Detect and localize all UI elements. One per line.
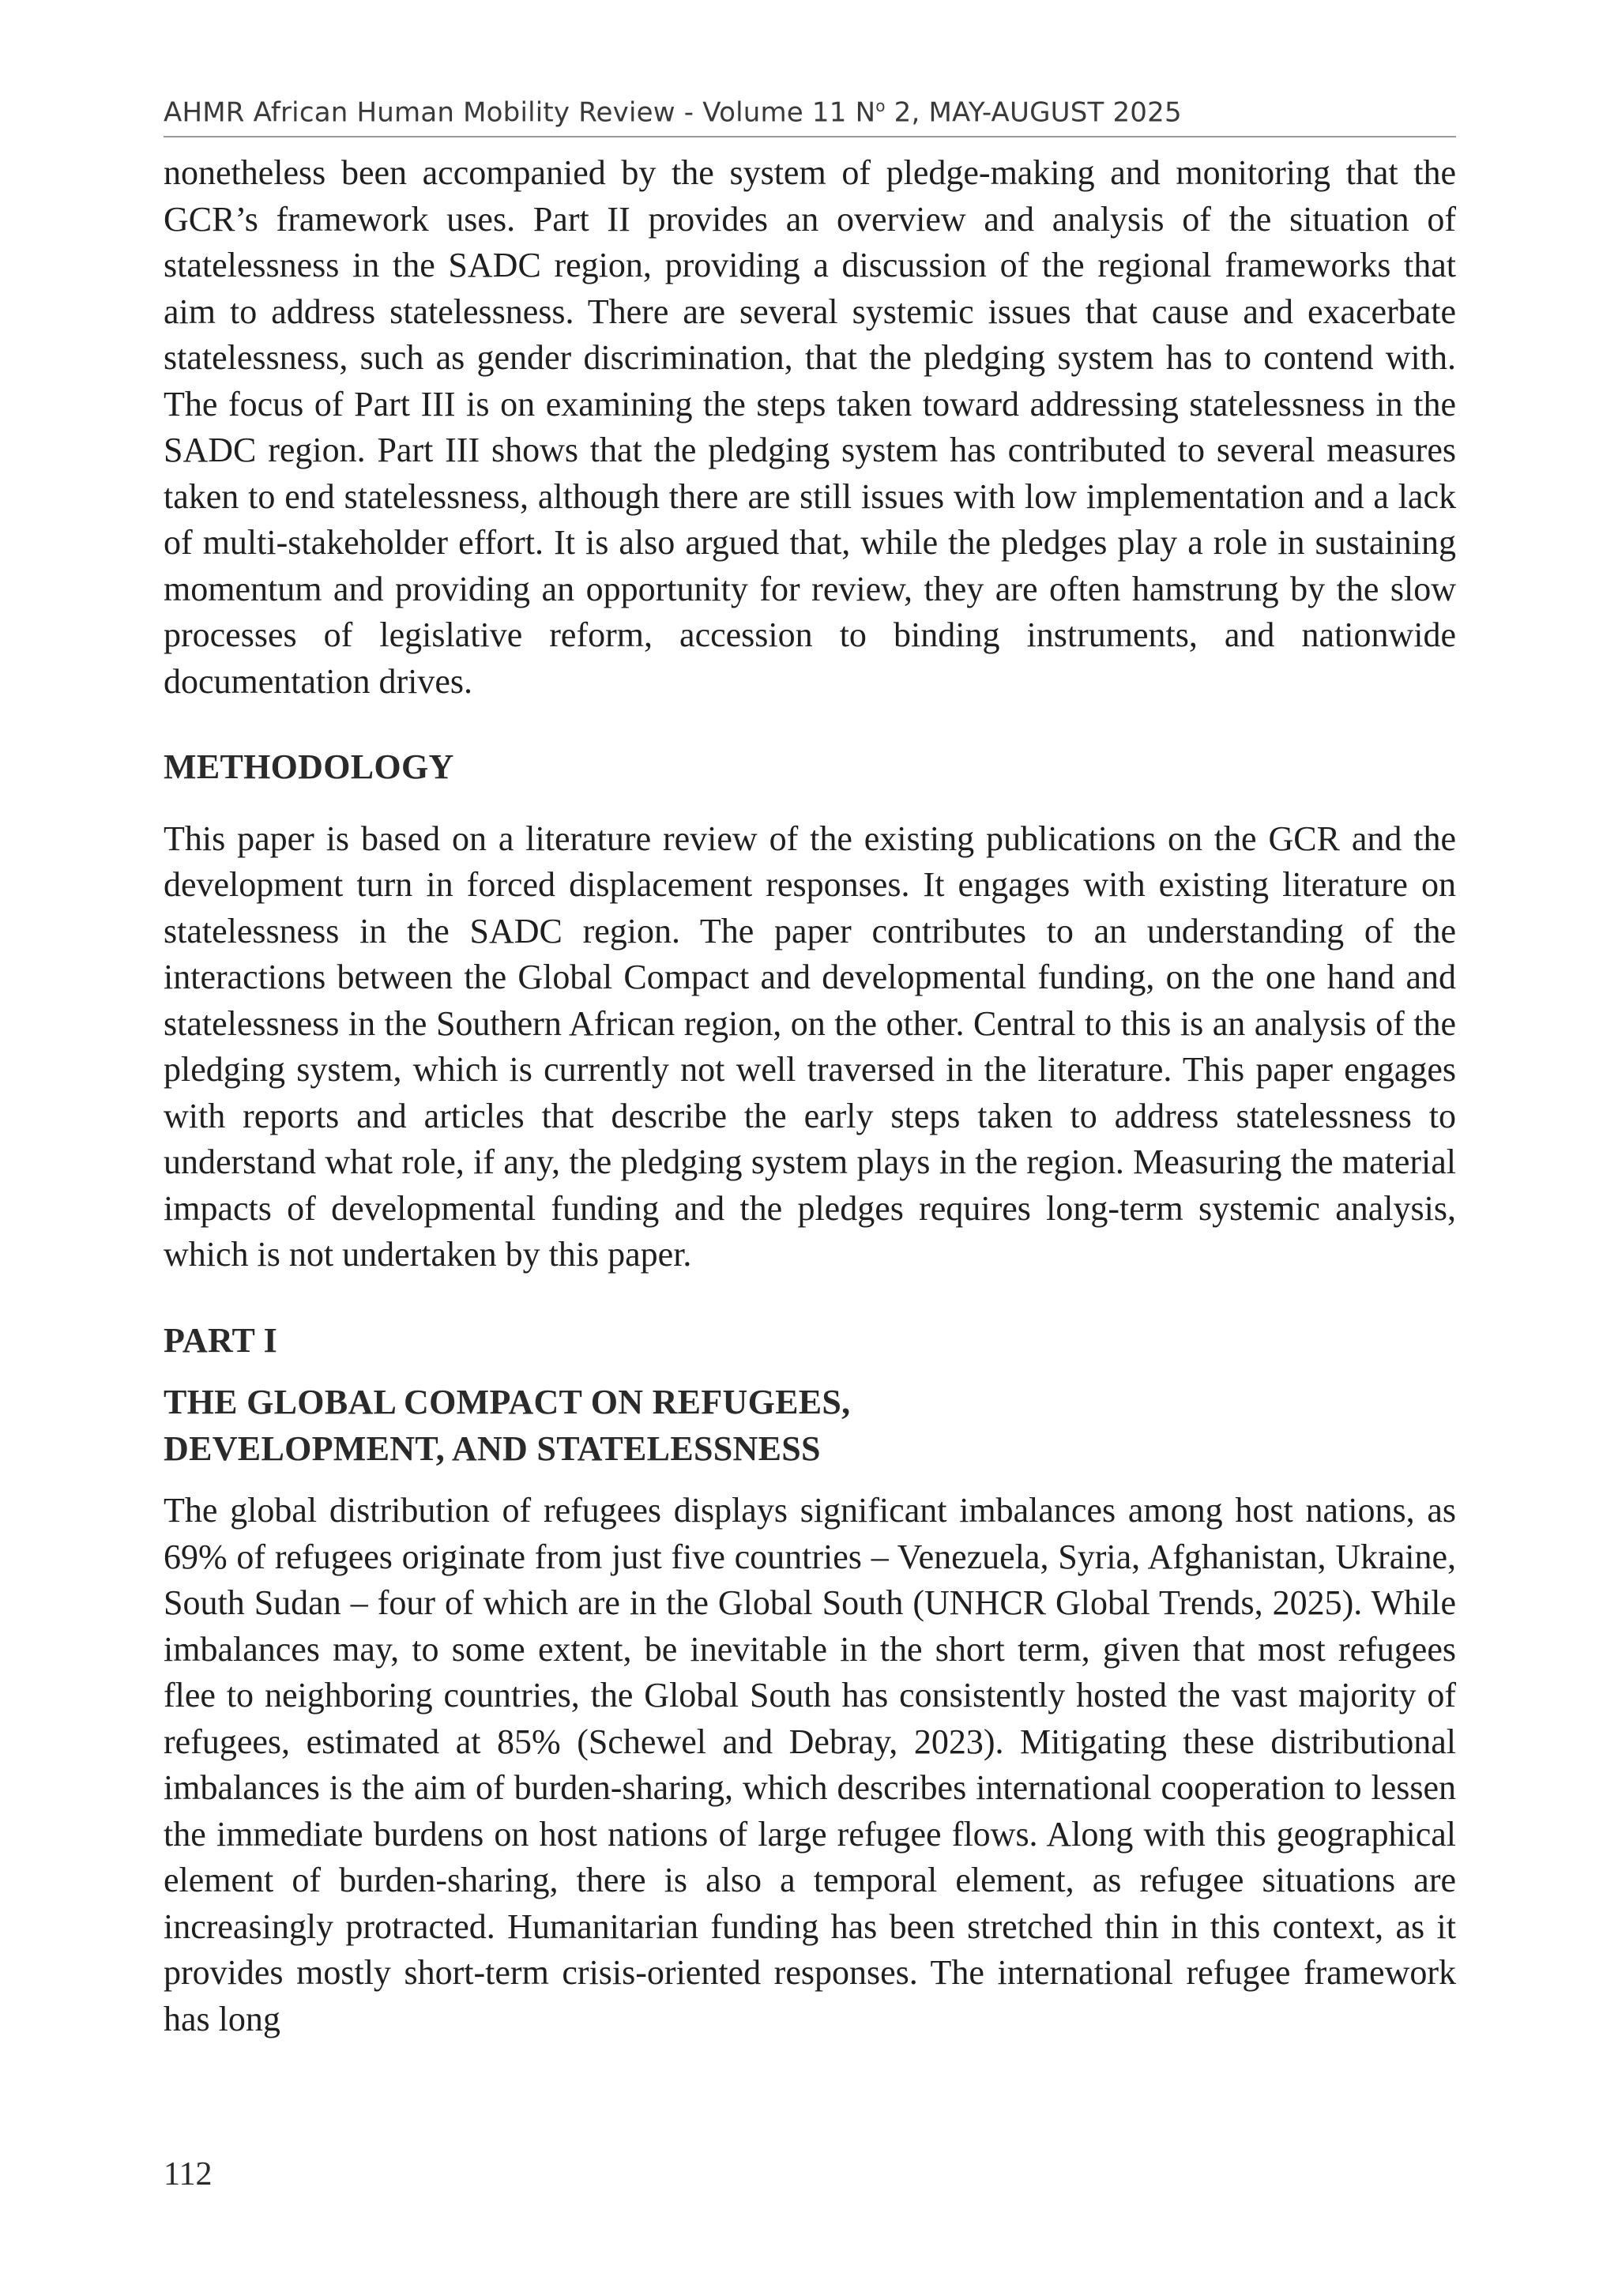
section-title (164, 1379, 1456, 1472)
part-heading: PART I (164, 1320, 278, 1360)
running-header (164, 96, 1456, 137)
methodology-heading: METHODOLOGY (164, 747, 454, 787)
page-content (164, 96, 1456, 2042)
gcr-paragraph: The global distribution of refugees displays significant imbalances among host nations, as 69% of refugees originate from just five countries – Venezuela, Syria, Afghanistan, Ukraine, South Sudan – four of which are in the Global South (UNHCR Global Trends, 2025). While imbalances may, to some extent, be inevitable in the short term, given that most refugees flee to neighboring countries, the Global South has consistently hosted the vast majority of refugees, estimated at 85% (Schewel and Debray, 2023). Mitigating these distributional imbalances is the aim of burden-sharing, which describes international cooperation to lessen the immediate burdens on host nations of large refugee flows. Along with this geographical element of burden-sharing, there is also a temporal element, as refugee situations are increasingly protracted. Humanitarian funding has been stretched thin in this context, as it provides mostly short-term crisis-oriented responses. The international refugee framework has long (164, 1491, 1456, 2038)
section-title-line-1: THE GLOBAL COMPACT ON REFUGEES, (164, 1383, 851, 1422)
methodology-paragraph: This paper is based on a literature review of the existing publications on the GCR and the development turn in forced displacement responses. It engages with existing literature on statelessness in the SADC region. The paper contributes to an understanding of the interactions between the Global Compact and developmental funding, on the one hand and statelessness in the Southern African region, on the other. Central to this is an analysis of the pledging system, which is currently not well traversed in the literature. This paper engages with reports and articles that describe the early steps taken to address statelessness to understand what role, if any, the pledging system plays in the region. Measuring the material impacts of developmental funding and the pledges requires long-term systemic analysis, which is not undertaken by this paper. (164, 819, 1456, 1274)
journal-suffix: 2, MAY-AUGUST 2025 (885, 96, 1182, 129)
journal-prefix: AHMR African Human Mobility Review - Volume 11 N (164, 96, 876, 129)
page-number: 112 (164, 2156, 213, 2192)
number-symbol: o (875, 96, 886, 115)
section-title-line-2: DEVELOPMENT, AND STATELESSNESS (164, 1428, 821, 1468)
intro-paragraph: nonetheless been accompanied by the system of pledge-making and monitoring that the GCR’s framework uses. Part II provides an overview and analysis of the situation of statelessness in the SADC region, providing a discussion of the regional frameworks that aim to address statelessness. There are several systemic issues that cause and exacerbate statelessness, such as gender discrimination, that the pledging system has to contend with. The focus of Part III is on examining the steps taken toward addressing statelessness in the SADC region. Part III shows that the pledging system has contributed to several measures taken to end statelessness, although there are still issues with low implementation and a lack of multi-stakeholder effort. It is also argued that, while the pledges play a role in sustaining momentum and providing an opportunity for review, they are often hamstrung by the slow processes of legislative reform, accession to binding instruments, and nationwide documentation drives. (164, 153, 1456, 701)
